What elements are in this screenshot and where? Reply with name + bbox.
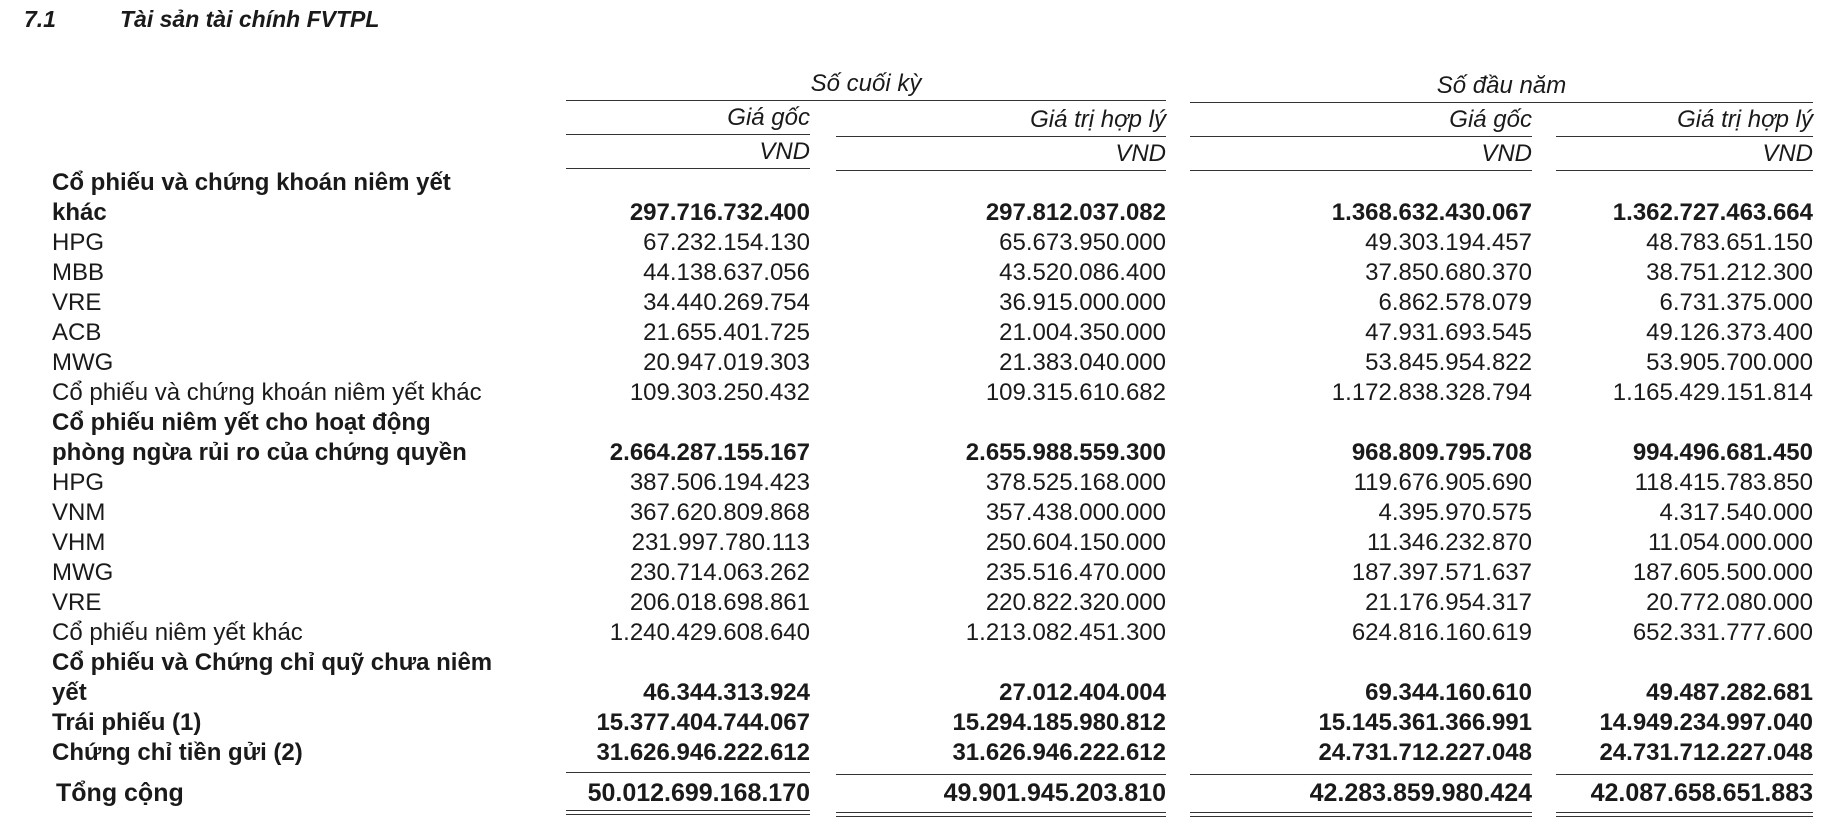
cell-cost-end: 206.018.698.861 — [629, 589, 810, 616]
total-top-rule-4 — [1556, 774, 1813, 775]
row-label: MBB — [52, 259, 105, 286]
cell-cost-start: 53.845.954.822 — [1365, 349, 1532, 376]
row-label: MWG — [52, 349, 114, 376]
bonds-label: Trái phiếu (1) — [52, 709, 202, 736]
cell-fair-start: 1.362.727.463.664 — [1612, 199, 1813, 226]
group-unlisted-label-line2: yết — [52, 679, 87, 706]
total-bottom-double-rule-2 — [836, 812, 1166, 817]
cell-fair-start: 994.496.681.450 — [1632, 439, 1813, 466]
cell-cost-start: 11.346.232.870 — [1366, 529, 1532, 556]
cell-fair-start: 118.415.783.850 — [1634, 469, 1813, 496]
cell-fair-end: 36.915.000.000 — [999, 289, 1166, 316]
cell-fair-start: 48.783.651.150 — [1646, 229, 1813, 256]
cell-cost-end: 46.344.313.924 — [643, 679, 810, 706]
unit-rule-1 — [566, 168, 810, 169]
cell-cost-start: 624.816.160.619 — [1351, 619, 1532, 646]
unit-rule-3 — [1190, 170, 1532, 171]
row-label: VRE — [52, 289, 102, 316]
unit-rule-2 — [836, 170, 1166, 171]
group-listed-label-line1: Cổ phiếu và chứng khoán niêm yết — [52, 169, 451, 196]
cell-cost-start: 69.344.160.610 — [1365, 679, 1532, 706]
header-fair-value-end: Giá trị hợp lý — [1030, 106, 1166, 133]
cell-fair-start: 53.905.700.000 — [1646, 349, 1813, 376]
cell-cost-start: 1.172.838.328.794 — [1331, 379, 1532, 406]
sub-rule-4 — [1556, 136, 1813, 137]
cell-fair-end: 21.004.350.000 — [999, 319, 1166, 346]
header-cost-end: Giá gốc — [727, 104, 810, 131]
cell-fair-end: 21.383.040.000 — [999, 349, 1166, 376]
cell-fair-start: 187.605.500.000 — [1632, 559, 1813, 586]
cell-cost-end: 34.440.269.754 — [643, 289, 810, 316]
total-bottom-double-rule-3 — [1190, 812, 1532, 817]
cell-cost-start: 47.931.693.545 — [1365, 319, 1532, 346]
section-title: Tài sản tài chính FVTPL — [120, 6, 380, 32]
cell-cost-end: 231.997.780.113 — [631, 529, 810, 556]
sub-rule-3 — [1190, 136, 1532, 137]
cell-cost-end: 20.947.019.303 — [643, 349, 810, 376]
cell-fair-end: 235.516.470.000 — [985, 559, 1166, 586]
cell-cost-end: 67.232.154.130 — [643, 229, 810, 256]
cell-cost-start: 187.397.571.637 — [1351, 559, 1532, 586]
cell-cost-start: 1.368.632.430.067 — [1331, 199, 1532, 226]
cell-fair-end: 109.315.610.682 — [985, 379, 1166, 406]
cell-fair-end: 15.294.185.980.812 — [952, 709, 1166, 736]
cell-cost-end: 109.303.250.432 — [629, 379, 810, 406]
cell-cost-end: 15.377.404.744.067 — [596, 709, 810, 736]
cell-fair-start: 24.731.712.227.048 — [1599, 739, 1813, 766]
unit-4: VND — [1762, 140, 1813, 167]
cell-cost-end: 387.506.194.423 — [629, 469, 810, 496]
total-label: Tổng cộng — [56, 779, 184, 807]
cell-fair-end: 378.525.168.000 — [985, 469, 1166, 496]
cell-cost-end: 297.716.732.400 — [629, 199, 810, 226]
cell-fair-start: 1.165.429.151.814 — [1612, 379, 1813, 406]
cell-fair-end: 357.438.000.000 — [985, 499, 1166, 526]
cell-fair-end: 43.520.086.400 — [999, 259, 1166, 286]
cell-cost-start: 4.395.970.575 — [1378, 499, 1532, 526]
total-top-rule-1 — [566, 772, 810, 773]
cell-fair-end: 220.822.320.000 — [985, 589, 1166, 616]
row-label: Cổ phiếu và chứng khoán niêm yết khác — [52, 379, 482, 406]
group-listed-label-line2: khác — [52, 199, 107, 226]
cell-fair-end: 1.213.082.451.300 — [965, 619, 1166, 646]
cell-cost-start: 968.809.795.708 — [1351, 439, 1532, 466]
section-number: 7.1 — [24, 6, 56, 32]
total-bottom-double-rule-1 — [566, 810, 810, 815]
unit-3: VND — [1481, 140, 1532, 167]
cell-cost-start: 37.850.680.370 — [1365, 259, 1532, 286]
section-heading — [24, 6, 379, 33]
cell-cost-end: 230.714.063.262 — [629, 559, 810, 586]
cell-fair-start: 652.331.777.600 — [1632, 619, 1813, 646]
group-hedging-label-line1: Cổ phiếu niêm yết cho hoạt động — [52, 409, 431, 436]
row-label: ACB — [52, 319, 102, 346]
unit-2: VND — [1115, 140, 1166, 167]
cell-fair-end: 31.626.946.222.612 — [952, 739, 1166, 766]
total-bottom-double-rule-4 — [1556, 812, 1813, 817]
cell-fair-start: 38.751.212.300 — [1646, 259, 1813, 286]
cell-cost-start: 119.676.905.690 — [1353, 469, 1532, 496]
cell-cost-start: 49.303.194.457 — [1365, 229, 1532, 256]
cell-fair-end: 65.673.950.000 — [999, 229, 1166, 256]
cell-fair-end: 49.901.945.203.810 — [943, 779, 1166, 807]
cell-fair-start: 11.054.000.000 — [1647, 529, 1813, 556]
deposits-label: Chứng chỉ tiền gửi (2) — [52, 739, 303, 766]
row-label: HPG — [52, 229, 105, 256]
cell-cost-end: 367.620.809.868 — [629, 499, 810, 526]
header-fair-value-start: Giá trị hợp lý — [1677, 106, 1813, 133]
header-period-end-rule — [566, 100, 1166, 101]
unit-rule-4 — [1556, 170, 1813, 171]
total-top-rule-3 — [1190, 774, 1532, 775]
sub-rule-1 — [566, 134, 810, 135]
unit-1: VND — [759, 138, 810, 165]
cell-fair-end: 250.604.150.000 — [985, 529, 1166, 556]
cell-cost-start: 42.283.859.980.424 — [1309, 779, 1532, 807]
header-cost-start: Giá gốc — [1449, 106, 1532, 133]
cell-cost-end: 31.626.946.222.612 — [596, 739, 810, 766]
cell-fair-start: 4.317.540.000 — [1659, 499, 1813, 526]
cell-cost-end: 2.664.287.155.167 — [609, 439, 810, 466]
header-period-start-rule — [1190, 102, 1813, 103]
cell-cost-end: 1.240.429.608.640 — [609, 619, 810, 646]
cell-cost-end: 21.655.401.725 — [643, 319, 810, 346]
cell-cost-start: 24.731.712.227.048 — [1318, 739, 1532, 766]
cell-fair-start: 14.949.234.997.040 — [1599, 709, 1813, 736]
cell-fair-start: 49.487.282.681 — [1646, 679, 1813, 706]
cell-fair-start: 42.087.658.651.883 — [1590, 779, 1813, 807]
cell-fair-end: 297.812.037.082 — [985, 199, 1166, 226]
cell-cost-end: 50.012.699.168.170 — [587, 779, 810, 807]
group-hedging-label-line2: phòng ngừa rủi ro của chứng quyền — [52, 439, 467, 466]
total-top-rule-2 — [836, 774, 1166, 775]
cell-cost-start: 21.176.954.317 — [1365, 589, 1532, 616]
row-label: VNM — [52, 499, 106, 526]
row-label: MWG — [52, 559, 114, 586]
header-period-end: Số cuối kỳ — [810, 70, 922, 97]
row-label: Cổ phiếu niêm yết khác — [52, 619, 303, 646]
cell-fair-end: 2.655.988.559.300 — [965, 439, 1166, 466]
cell-fair-start: 6.731.375.000 — [1659, 289, 1813, 316]
cell-cost-start: 15.145.361.366.991 — [1318, 709, 1532, 736]
row-label: HPG — [52, 469, 105, 496]
row-label: VHM — [52, 529, 106, 556]
cell-cost-end: 44.138.637.056 — [643, 259, 810, 286]
sub-rule-2 — [836, 136, 1166, 137]
group-unlisted-label-line1: Cổ phiếu và Chứng chỉ quỹ chưa niêm — [52, 649, 493, 676]
header-period-start: Số đầu năm — [1436, 72, 1567, 99]
cell-fair-end: 27.012.404.004 — [999, 679, 1166, 706]
cell-fair-start: 49.126.373.400 — [1646, 319, 1813, 346]
row-label: VRE — [52, 589, 102, 616]
cell-cost-start: 6.862.578.079 — [1378, 289, 1532, 316]
cell-fair-start: 20.772.080.000 — [1646, 589, 1813, 616]
